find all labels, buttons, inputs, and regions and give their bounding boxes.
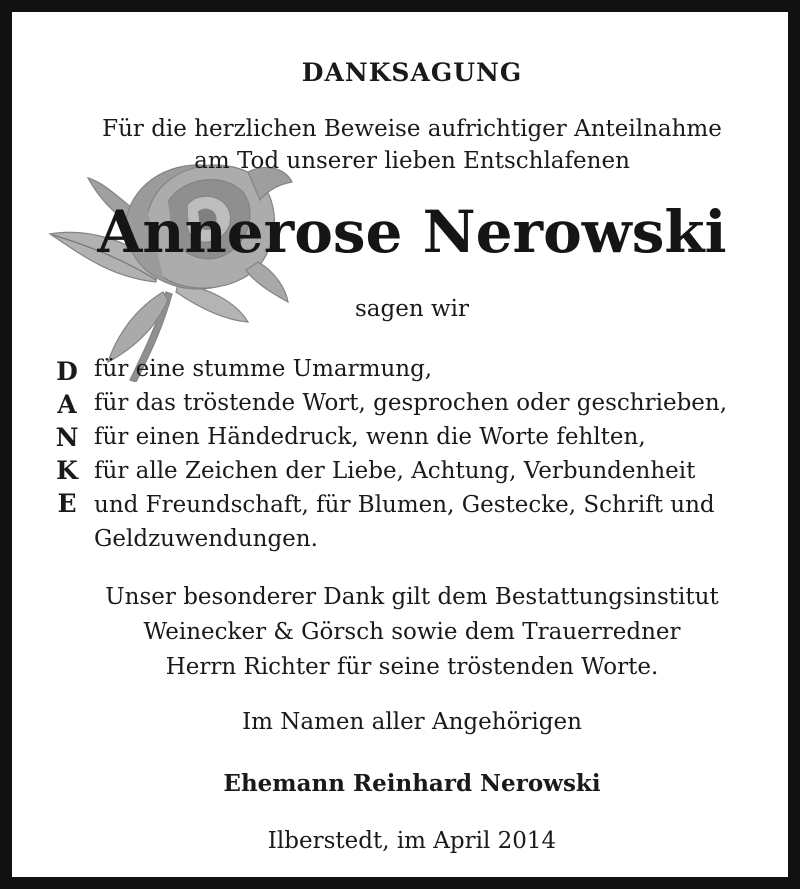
danke-lines xyxy=(94,352,727,556)
title: DANKSAGUNG xyxy=(301,58,523,87)
danke-line: für das tröstende Wort, gesprochen oder geschrieben, xyxy=(94,390,728,416)
danke-line: Geldzuwendungen. xyxy=(94,526,318,552)
danke-line: für einen Händedruck, wenn die Worte fehlten, xyxy=(94,424,646,450)
sagen-wir: sagen wir xyxy=(354,296,469,322)
intro-text xyxy=(24,113,800,177)
danke-acrostic xyxy=(50,355,84,520)
special-thanks xyxy=(24,580,800,685)
danke-line: und Freundschaft, für Blumen, Gestecke, Schrift und xyxy=(94,492,715,518)
danke-letter: D xyxy=(56,357,78,386)
intro-line: am Tod unserer lieben Entschlafenen xyxy=(194,148,630,174)
signatory: Ehemann Reinhard Nerowski xyxy=(223,770,601,797)
danke-letter: K xyxy=(56,456,78,485)
intro-line: Für die herzlichen Beweise aufrichtiger Anteilnahme xyxy=(102,116,722,142)
thanks-line: Weinecker & Görsch sowie dem Trauerredner xyxy=(143,619,681,645)
danke-line: für eine stumme Umarmung, xyxy=(94,356,433,382)
danke-letter: A xyxy=(57,390,77,419)
on-behalf: Im Namen aller Angehörigen xyxy=(242,709,582,735)
danke-letter: E xyxy=(57,489,77,518)
deceased-name: Annerose Nerowski xyxy=(97,198,727,266)
thanks-line: Herrn Richter für seine tröstenden Worte. xyxy=(165,654,659,680)
thanks-line: Unser besonderer Dank gilt dem Bestattungsinstitut xyxy=(105,584,719,610)
danke-line: für alle Zeichen der Liebe, Achtung, Verbundenheit xyxy=(94,458,696,484)
place-date: Ilberstedt, im April 2014 xyxy=(267,828,557,854)
danke-letter: N xyxy=(55,423,79,452)
